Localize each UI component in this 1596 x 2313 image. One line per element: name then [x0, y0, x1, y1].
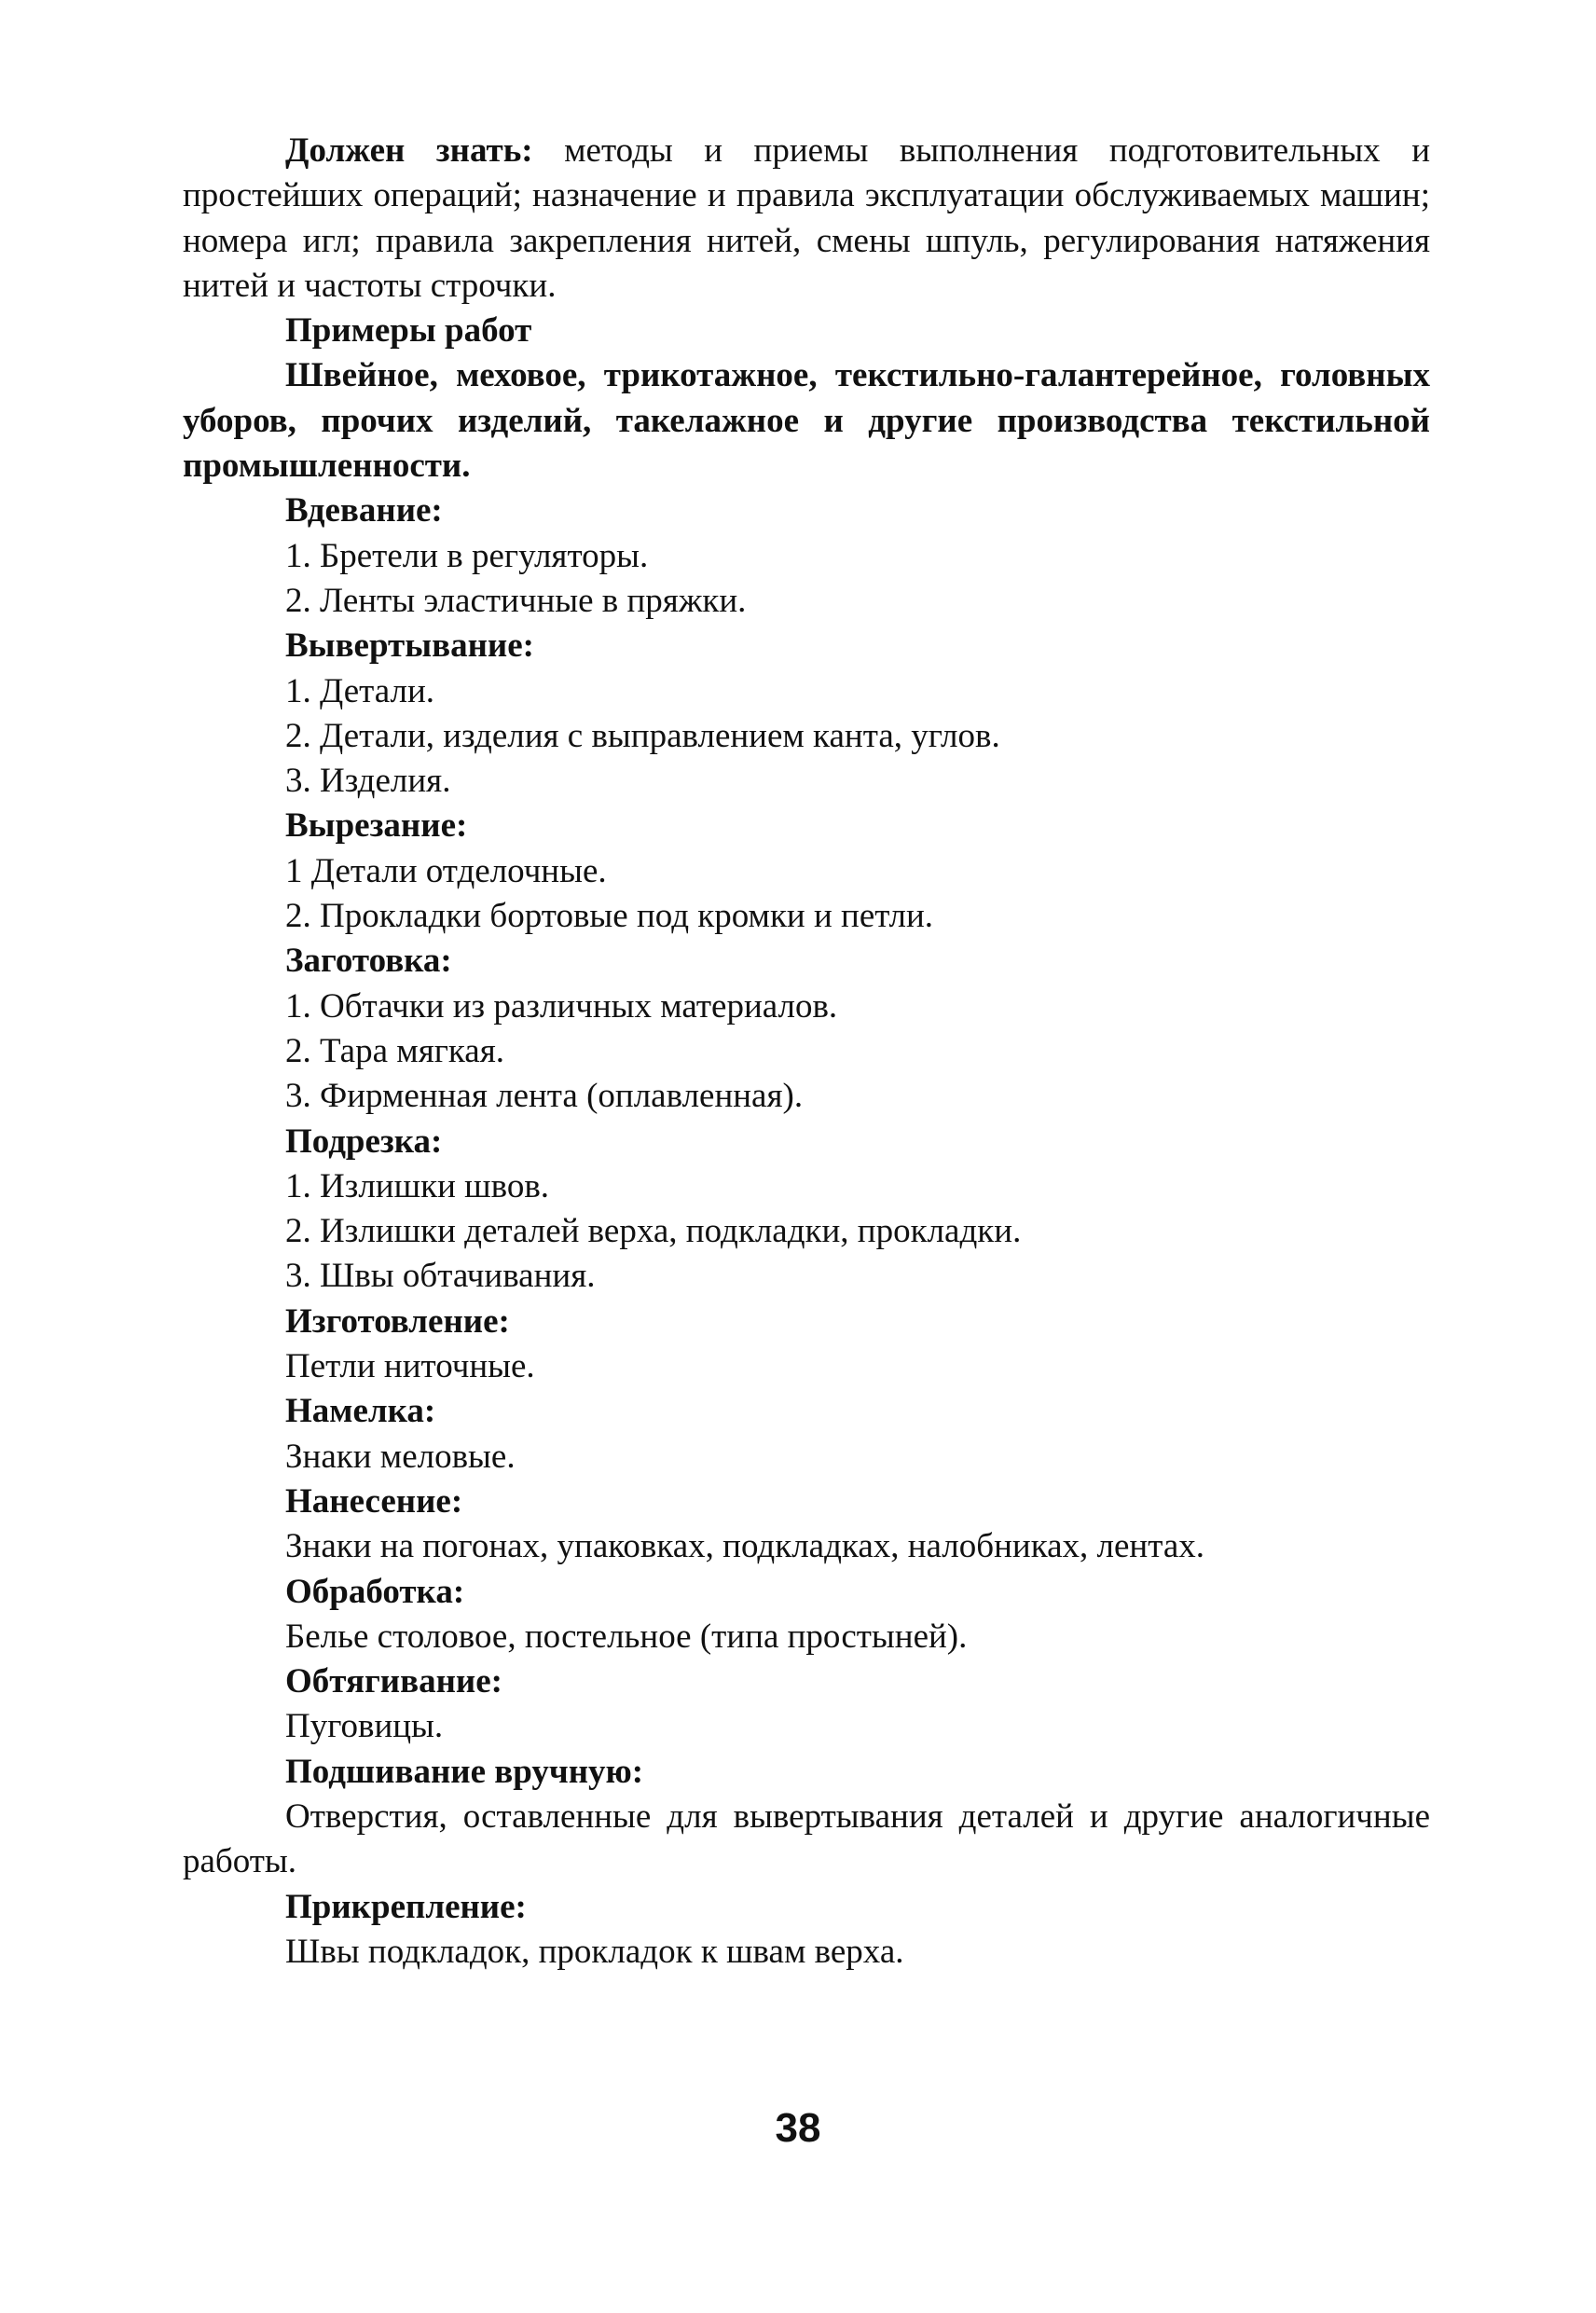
list-item: 1. Излишки швов.	[285, 1166, 550, 1205]
document-page	[183, 129, 1430, 1975]
intro-paragraph	[183, 129, 1430, 309]
section-title: Обработка:	[285, 1572, 465, 1611]
section-title: Подшивание вручную:	[285, 1752, 644, 1791]
list-item: 3. Швы обтачивания.	[285, 1257, 596, 1296]
intro-lead: Должен знать:	[285, 131, 533, 170]
section-paragraph: Отверстия, оставленные для вывертывания деталей и другие аналогичные работы.	[183, 1797, 1430, 1881]
list-item: Знаки на погонах, упаковках, подкладках, налобниках, лентах.	[285, 1527, 1205, 1566]
list-item: 1 Детали отделочные.	[285, 851, 607, 890]
intro-text: методы и приемы выполнения подготовительных и простейших операций; назначение и правила эксплуатации обслуживаемых машин; номера игл; правила закрепления нитей, смены шпуль, регулирования натяжения нитей и частоты строчки.	[183, 131, 1430, 305]
list-item: 1. Обтачки из различных материалов.	[285, 986, 838, 1026]
page-number: 38	[775, 2105, 821, 2151]
list-item: 3. Фирменная лента (оплавленная).	[285, 1077, 804, 1116]
list-item: 1. Детали.	[285, 671, 434, 710]
list-item: 2. Прокладки бортовые под кромки и петли.	[285, 897, 934, 936]
list-item: 2. Тара мягкая.	[285, 1031, 504, 1070]
section-title: Обтягивание:	[285, 1662, 502, 1701]
list-item: 2. Детали, изделия с выправлением канта, углов.	[285, 716, 1000, 755]
list-item: Знаки меловые.	[285, 1437, 516, 1476]
section-title: Подрезка:	[285, 1122, 443, 1161]
section-title: Вдевание:	[285, 491, 443, 530]
list-item: Белье столовое, постельное (типа простыней).	[285, 1617, 968, 1656]
section-title: Намелка:	[285, 1392, 436, 1431]
list-item: 1. Бретели в регуляторы.	[285, 536, 649, 575]
examples-heading: Примеры работ	[285, 311, 532, 351]
section-title: Вырезание:	[285, 806, 468, 846]
industries-paragraph: Швейное, меховое, трикотажное, текстильно-галантерейное, головных уборов, прочих изделий, такелажное и другие производства текстильной промышленности.	[183, 356, 1430, 486]
list-item: Швы подкладок, прокладок к швам верха.	[285, 1932, 904, 1971]
list-item: 2. Ленты эластичные в пряжки.	[285, 581, 747, 620]
section-title: Нанесение:	[285, 1481, 463, 1521]
section-title: Изготовление:	[285, 1301, 510, 1341]
section-title: Заготовка:	[285, 942, 452, 981]
list-item: Петли ниточные.	[285, 1347, 535, 1386]
section-title: Прикрепление:	[285, 1887, 527, 1926]
list-item: 2. Излишки деталей верха, подкладки, прокладки.	[285, 1212, 1022, 1251]
list-item: 3. Изделия.	[285, 762, 451, 801]
list-item: Пуговицы.	[285, 1707, 444, 1746]
section-title: Вывертывание:	[285, 626, 534, 666]
